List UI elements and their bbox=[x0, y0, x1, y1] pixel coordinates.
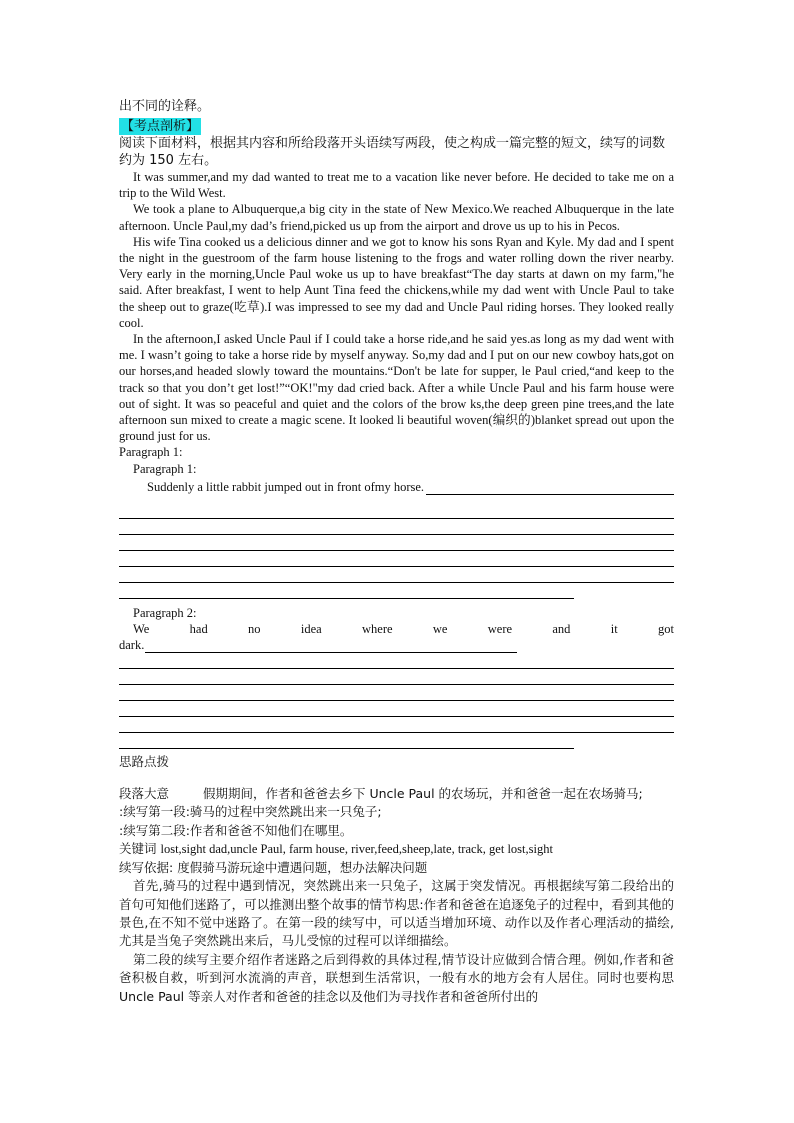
prompt-word: had bbox=[189, 621, 208, 636]
story-paragraph: His wife Tina cooked us a delicious dinner and we got to know his sons Ryan and Kyle. My dad and I spent the night in the guestroom of the farm house listening to the frogs and water rolling down the river nearby. Very early in the morning,Uncle Paul woke us up to have breakfast“The day starts at dawn on my farm,"he said. After breakfast, I went to help Aunt Tina feed the chickens,while my dad went with Uncle Paul to take the sheep out to graze(吃草).I was impressed to see my dad and Uncle Paul riding horses. They looked really cool. bbox=[119, 234, 674, 330]
writing-line[interactable] bbox=[119, 583, 574, 599]
section-tag-row bbox=[119, 115, 674, 135]
summary-text: 假期期间，作者和爸爸去乡下 Uncle Paul 的农场玩，并和爸爸一起在农场骑马; bbox=[202, 786, 643, 802]
prompt-word: were bbox=[487, 621, 513, 636]
stray-paragraph-label: Paragraph 1: bbox=[119, 445, 183, 460]
prompt-word: and bbox=[552, 621, 571, 636]
summary-paragraph-1: :续写第一段:骑马的过程中突然跳出来一只兔子; bbox=[119, 804, 382, 820]
story-paragraph: In the afternoon,I asked Uncle Paul if I could take a horse ride,and he said yes.as long as my dad went with me. I wasn’t going to take a horse ride by myself anyway. So,my dad and I put on our new cowboy hats,got on our horses,and headed slowly toward the mountains.“Don't be late for supper, le Paul cried,“and keep to the track so that you don’t get lost!”“OK!"my dad cried back. After a while Uncle Paul and his farm house were out of sight. It was so peaceful and quiet and the colors of the brow ks,the deep green pine trees,and the late afternoon sun mixed to create a magic scene. It looked li beautiful woven(编织的)blanket spread out upon the ground just for us. bbox=[119, 332, 674, 444]
keywords-text: lost,sight dad,uncle Paul, farm house, river,feed,sheep,late, track, get lost,sight bbox=[160, 842, 553, 857]
writing-line[interactable] bbox=[119, 503, 674, 519]
analysis-paragraph: 第二段的续写主要介绍作者迷路之后到得救的具体过程,情节设计应做到合情合理。例如,作者和爸爸积极自救，听到河水流淌的声音，联想到生活常识，一般有水的地方会有人居住。同时也要构思 Uncle Paul 等亲人对作者和爸爸的挂念以及他们为寻找作者和爸爸所付出的 bbox=[119, 951, 674, 1004]
instruction-text: 阅读下面材料，根据其内容和所给段落开头语续写两段，使之构成一篇完整的短文，续写的词数约为 150 左右。 bbox=[119, 136, 666, 168]
prompt-word: where bbox=[362, 621, 393, 636]
answer-blank[interactable] bbox=[145, 640, 517, 653]
basis-row bbox=[119, 859, 674, 877]
writing-line[interactable] bbox=[119, 669, 674, 685]
story-paragraph: We took a plane to Albuquerque,a big city in the state of New Mexico.We reached Albuquerque in the late afternoon. Uncle Paul,my dad’s friend,picked us up from the airport and drove us up to his in Pecos. bbox=[119, 202, 674, 233]
writing-line[interactable] bbox=[119, 551, 674, 567]
writing-line[interactable] bbox=[119, 685, 674, 701]
analysis-paragraph: 首先,骑马的过程中遇到情况，突然跳出来一只兔子，这属于突发情况。再根据续写第二段给出的首句可知他们迷路了，可以推测出整个故事的情节构思:作者和爸爸在追逐兔子的过程中，看到其他的景色,在不知不觉中迷路了。在第一段的续写中，可以适当增加环境、动作以及作者心理活动的描绘,尤其是当兔子突然跳出来后，马儿受惊的过程可以详细描绘。 bbox=[119, 878, 674, 949]
paragraph-1-prompt-line bbox=[119, 477, 674, 495]
writing-line[interactable] bbox=[119, 701, 674, 717]
paragraph-2-prompt bbox=[119, 621, 674, 637]
prompt-word: idea bbox=[300, 621, 322, 636]
section-tag: 【考点剖析】 bbox=[121, 119, 200, 134]
prompt-word: no bbox=[248, 621, 261, 636]
paragraph-1-prompt: Suddenly a little rabbit jumped out in front ofmy horse. bbox=[147, 479, 425, 494]
prompt-word: We bbox=[133, 621, 150, 636]
prompt-word: we bbox=[432, 621, 448, 636]
story-passage bbox=[119, 169, 674, 444]
keywords-label: 关键词 bbox=[119, 841, 157, 857]
prompt-word: got bbox=[658, 621, 674, 636]
summary-paragraph-2: :续写第二段:作者和爸爸不知他们在哪里。 bbox=[119, 822, 353, 838]
prompt-word: dark. bbox=[119, 637, 145, 652]
writing-paragraph-1 bbox=[119, 461, 674, 599]
basis-text: 度假骑马游玩途中遭遇问题，想办法解决问题 bbox=[177, 859, 428, 875]
prompt-word: it bbox=[610, 621, 618, 636]
writing-line[interactable] bbox=[119, 519, 674, 535]
answer-blank[interactable] bbox=[426, 482, 674, 495]
hint-title: 思路点拨 bbox=[119, 753, 170, 769]
writing-paragraph-2 bbox=[119, 605, 674, 749]
basis-label: 续写依据: bbox=[119, 859, 174, 875]
paragraph-2-label: Paragraph 2: bbox=[133, 605, 197, 620]
writing-line[interactable] bbox=[119, 717, 674, 733]
writing-line[interactable] bbox=[119, 653, 674, 669]
summary-row bbox=[119, 785, 674, 803]
writing-line[interactable] bbox=[119, 535, 674, 551]
keywords-row bbox=[119, 840, 674, 858]
paragraph-2-tail-line bbox=[119, 637, 674, 653]
summary-label: 段落大意 bbox=[119, 786, 170, 802]
hint-section bbox=[119, 753, 674, 1006]
writing-line[interactable] bbox=[119, 567, 674, 583]
continuation-line: 出不同的诠释。 bbox=[119, 99, 211, 114]
writing-line[interactable] bbox=[119, 733, 574, 749]
paragraph-1-label: Paragraph 1: bbox=[133, 461, 197, 476]
document-page bbox=[119, 98, 674, 1006]
story-paragraph: It was summer,and my dad wanted to treat me to a vacation like never before. He decided to take me on a trip to the Wild West. bbox=[119, 170, 674, 201]
